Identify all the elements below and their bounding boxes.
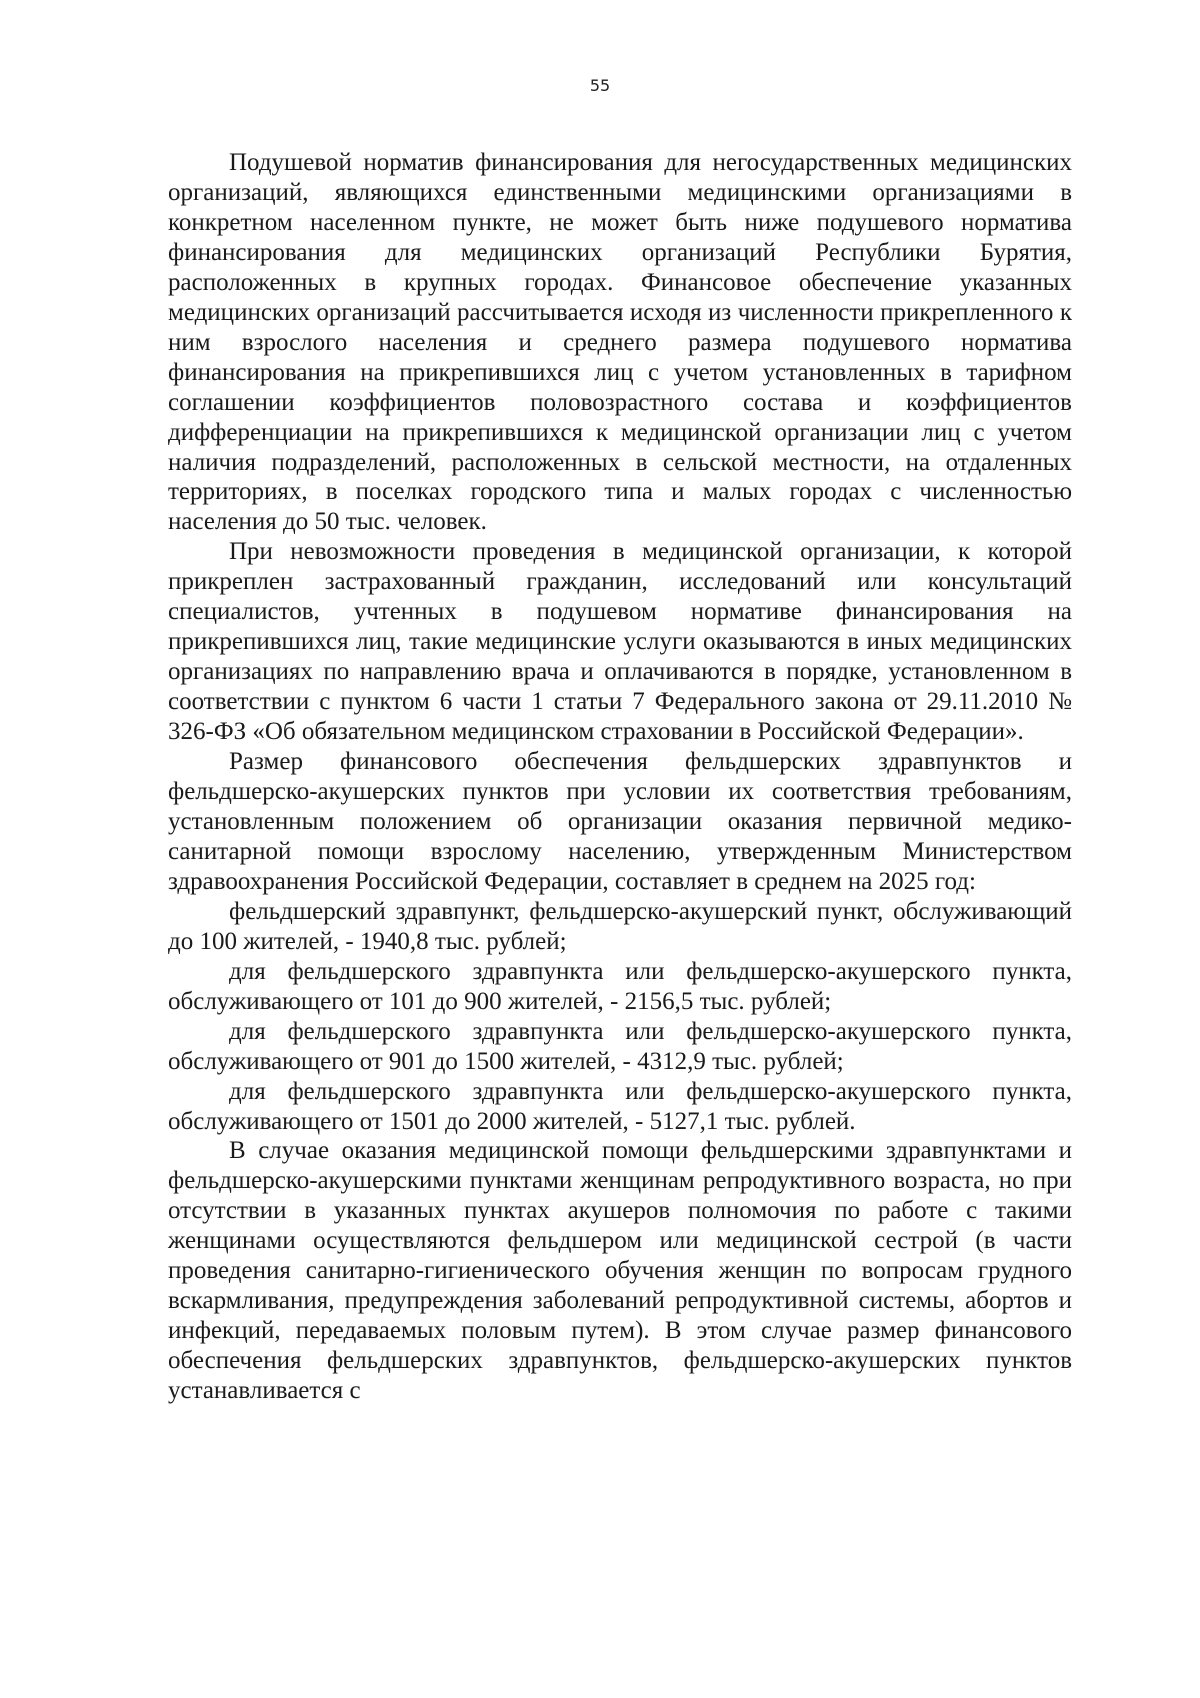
list-item: для фельдшерского здравпункта или фельдшерско-акушерского пункта, обслуживающего от 101 до 900 жителей, - 2156,5 тыс. рублей; [168, 957, 1072, 1015]
paragraph: При невозможности проведения в медицинской организации, к которой прикреплен застрахованный гражданин, исследований или консультаций специалистов, учтенных в подушевом нормативе финансирования на прикрепившихся лиц, такие медицинские услуги оказываются в иных медицинских организациях по направлению врача и оплачиваются в порядке, установленном в соответствии с пунктом 6 части 1 статьи 7 Федерального закона от 29.11.2010 № 326-ФЗ «Об обязательном медицинском страховании в Российской Федерации». [168, 538, 1072, 746]
paragraph: Подушевой норматив финансирования для негосударственных медицинских организаций, являющихся единственными медицинскими организациями в конкретном населенном пункте, не может быть ниже подушевого норматива финансирования для медицинских организаций Республики Бурятия, расположенных в крупных городах. Финансовое обеспечение указанных медицинских организаций рассчитывается исходя из численности прикрепленного к ним взрослого населения и среднего размера подушевого норматива финансирования на прикрепившихся лиц с учетом установленных в тарифном соглашении коэффициентов половозрастного состава и коэффициентов дифференциации на прикрепившихся к медицинской организации лиц с учетом наличия подразделений, расположенных в сельской местности, на отдаленных территориях, в поселках городского типа и малых городах с численностью населения до 50 тыс. человек. [168, 149, 1072, 536]
paragraph: В случае оказания медицинской помощи фельдшерскими здравпунктами и фельдшерско-акушерскими пунктами женщинам репродуктивного возраста, но при отсутствии в указанных пунктах акушеров полномочия по работе с такими женщинами осуществляются фельдшером или медицинской сестрой (в части проведения санитарно-гигиенического обучения женщин по вопросам грудного вскармливания, предупреждения заболеваний репродуктивной системы, абортов и инфекций, передаваемых половым путем). В этом случае размер финансового обеспечения фельдшерских здравпунктов, фельдшерско-акушерских пунктов устанавливается с [168, 1137, 1072, 1405]
page-number: 55 [589, 76, 611, 95]
paragraph: Размер финансового обеспечения фельдшерских здравпунктов и фельдшерско-акушерских пунктов при условии их соответствия требованиям, установленным положением об организации оказания первичной медико-санитарной помощи взрослому населению, утвержденным Министерством здравоохранения Российской Федерации, составляет в среднем на 2025 год: [168, 748, 1072, 895]
list-item: фельдшерский здравпункт, фельдшерско-акушерский пункт, обслуживающий до 100 жителей, - 1940,8 тыс. рублей; [168, 897, 1072, 955]
list-item: для фельдшерского здравпункта или фельдшерско-акушерского пункта, обслуживающего от 1501 до 2000 жителей, - 5127,1 тыс. рублей. [168, 1077, 1072, 1135]
document-body [168, 148, 1072, 1406]
list-item: для фельдшерского здравпункта или фельдшерско-акушерского пункта, обслуживающего от 901 до 1500 жителей, - 4312,9 тыс. рублей; [168, 1017, 1072, 1075]
